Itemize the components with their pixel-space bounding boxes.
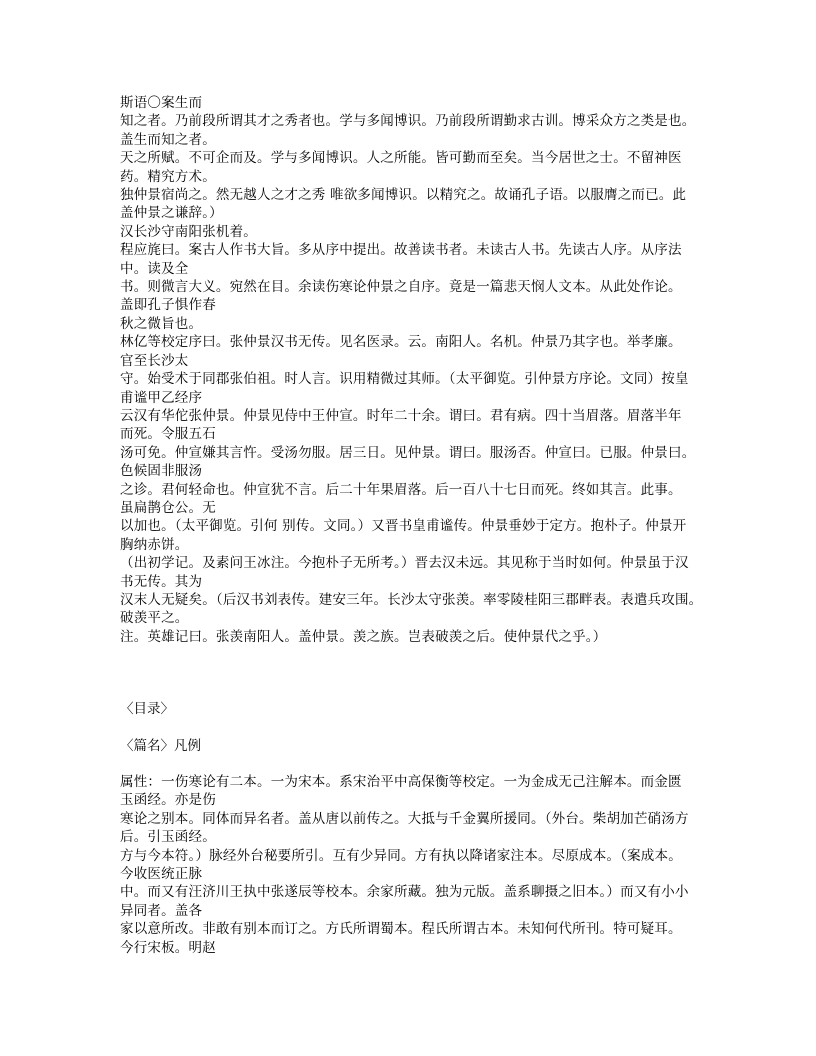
text-line: 家以意所改。非敢有别本而订之。方氏所谓蜀本。程氏所谓古本。未知何代所刊。特可疑耳。	[120, 921, 682, 938]
text-line: 异同者。盖各	[120, 902, 203, 919]
general-rules-text-block	[120, 773, 700, 957]
chapter-heading: 〈篇名〉凡例	[120, 737, 201, 754]
text-line: 汤可免。仲宣嫌其言忤。受汤勿服。居三日。见仲景。谓曰。服汤否。仲宣曰。已服。仲景曰。	[120, 444, 696, 461]
text-line: 书无传。其为	[120, 573, 203, 590]
text-line: 秋之微旨也。	[120, 315, 203, 332]
text-line: 官至长沙太	[120, 352, 189, 369]
text-line: 后。引玉函经。	[120, 829, 216, 846]
text-line: 以加也。（太平御览。引何 别传。文同。）又晋书皇甫谧传。仲景垂妙于定方。抱朴子。仲景开	[120, 518, 687, 535]
text-line: 虽扁鹊仓公。无	[120, 499, 216, 516]
text-line: 色候固非服汤	[120, 463, 203, 480]
table-of-contents-heading: 〈目录〉	[120, 701, 174, 718]
text-line: 程应旄曰。案古人作书大旨。多从序中提出。故善读书者。未读古人书。先读古人序。从序法	[120, 242, 682, 259]
text-line: 寒论之别本。同体而异名者。盖从唐以前传之。大抵与千金翼所援同。（外台。柴胡加芒硝汤方	[120, 810, 689, 827]
document-page	[120, 94, 703, 957]
section-spacer	[120, 755, 700, 773]
text-line: 书。则微言大义。宛然在目。余读伤寒论仲景之自序。竟是一篇悲天悯人文本。从此处作论。	[120, 279, 682, 296]
text-line: 汉长沙守南阳张机着。	[120, 223, 257, 240]
preface-text-block	[120, 94, 703, 646]
text-line: 甫谧甲乙经序	[120, 389, 203, 406]
text-line: 之诊。君何轻命也。仲宣犹不言。后二十年果眉落。后一百八十七日而死。终如其言。此事。	[120, 481, 682, 498]
text-line: 独仲景宿尚之。然无越人之才之秀 唯欲多闻博识。以精究之。故诵孔子语。以服膺之而已。此	[120, 187, 687, 204]
text-line: 天之所赋。不可企而及。学与多闻博识。人之所能。皆可勤而至矣。当今居世之士。不留神医	[120, 150, 682, 167]
text-line: 今收医统正脉	[120, 866, 203, 883]
text-line: 汉末人无疑矣。（后汉书刘表传。建安三年。长沙太守张羡。率零陵桂阳三郡畔表。表遣兵攻围。	[120, 591, 703, 608]
text-line: 方与今本符。）脉经外台秘要所引。互有少异同。方有执以降诸家注本。尽原成本。（案成本。	[120, 847, 682, 864]
text-line: 而死。令服五石	[120, 426, 216, 443]
text-line: 中。读及全	[120, 260, 189, 277]
text-line: 林亿等校定序曰。张仲景汉书无传。见名医录。云。南阳人。名机。仲景乃其字也。举孝廉。	[120, 334, 682, 351]
text-line: 守。始受术于同郡张伯祖。时人言。识用精微过其师。（太平御览。引仲景方序论。文同）按皇	[120, 371, 689, 388]
text-line: 斯语〇案生而	[120, 95, 203, 111]
section-spacer	[120, 646, 700, 700]
text-line: 知之者。乃前段所谓其才之秀者也。学与多闻博识。乃前段所谓勤求古训。博采众方之类是也。	[120, 113, 696, 130]
text-line: 注。英雄记曰。张羡南阳人。盖仲景。羡之族。岂表破羡之后。使仲景代之乎。）	[120, 628, 607, 645]
text-line: 今行宋板。明赵	[120, 939, 216, 956]
text-line: 破羡平之。	[120, 610, 189, 627]
text-line: （出初学记。及素问王冰注。今抱朴子无所考。）晋去汉未远。其见称于当时如何。仲景虽于汉	[120, 555, 689, 572]
text-line: 中。而又有汪济川王执中张遂辰等校本。余家所藏。独为元版。盖系聊摄之旧本。）而又有小小	[120, 884, 689, 901]
section-spacer	[120, 719, 700, 737]
text-line: 盖仲景之谦辞。）	[120, 205, 223, 222]
text-line: 盖生而知之者。	[120, 131, 216, 148]
text-line: 玉函经。亦是伤	[120, 792, 216, 809]
text-line: 胸纳赤饼。	[120, 536, 189, 553]
text-line: 云汉有华佗张仲景。仲景见侍中王仲宣。时年二十余。谓曰。君有病。四十当眉落。眉落半年	[120, 407, 682, 424]
text-line: 属性：一伤寒论有二本。一为宋本。系宋治平中高保衡等校定。一为金成无己注解本。而金匮	[120, 774, 682, 790]
text-line: 盖即孔子惧作春	[120, 297, 216, 314]
text-line: 药。精究方术。	[120, 168, 216, 185]
